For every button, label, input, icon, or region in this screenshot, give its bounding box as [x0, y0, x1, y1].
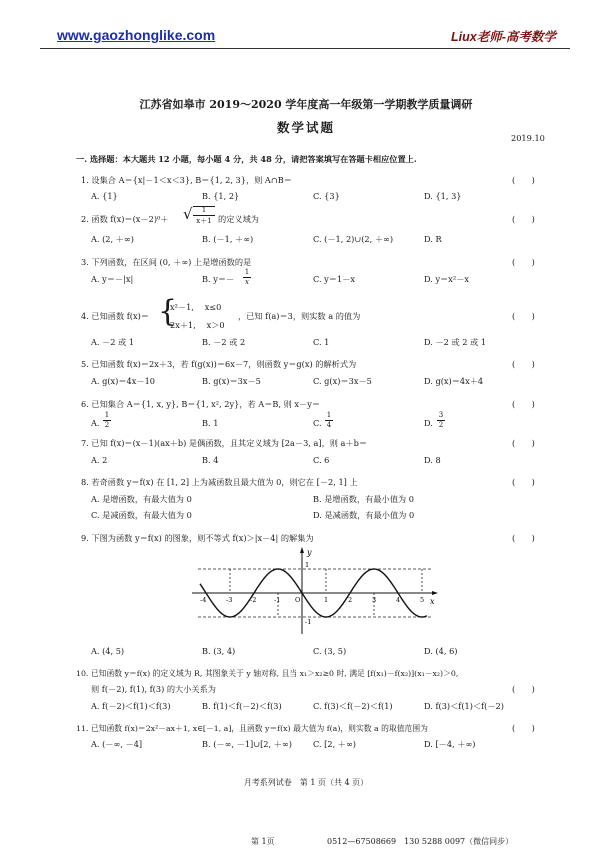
q5-option-d: D. g(x)＝4x＋4 [424, 376, 484, 386]
x-tick-label: 2 [348, 596, 353, 604]
q10-stem-line1: 10. 已知函数 y＝f(x) 的定义域为 R, 其图象关于 y 轴对称, 且当 x₁＞x₂≥0 时, 满足 [f(x₁)－f(x₂)](x₁－x₂)＞0, [76, 669, 459, 678]
exam-date: 2019.10 [511, 133, 545, 143]
q6-option-d-prefix: D. [424, 418, 433, 428]
y-axis-label: y [307, 548, 312, 557]
q8-option-a: A. 是增函数，有最大值为 0 [91, 494, 192, 504]
origin-label: O [295, 596, 301, 604]
q9-stem: 9. 下图为函数 y＝f(x) 的图象，则不等式 f(x)＞|x－4| 的解集为 [81, 533, 314, 543]
q8-stem: 8. 若奇函数 y＝f(x) 在 [1, 2] 上为减函数且最大值为 0，则它在 [－2, 1] 上 [81, 477, 358, 487]
q2-option-a: A. (2, ＋∞) [91, 234, 134, 244]
q6-a-numerator: 1 [104, 411, 110, 419]
q6-option-c-prefix: C. [313, 418, 322, 428]
q5-answer-paren[interactable]: ( ) [512, 359, 535, 369]
x-tick-label: -2 [250, 596, 257, 604]
q10-answer-paren[interactable]: ( ) [512, 684, 535, 694]
q2-stem-prefix: 2. 函数 f(x)＝(x－2)⁰＋ [81, 214, 169, 224]
q3-option-a: A. y＝－|x| [91, 274, 134, 284]
q11-option-c: C. [2, ＋∞) [313, 739, 356, 749]
q9-answer-paren[interactable]: ( ) [512, 533, 535, 543]
q4-case-1: x²－1, x≤0 [170, 302, 222, 312]
x-tick-label: -3 [226, 596, 233, 604]
q11-option-b: B. (－∞, －1]∪[2, ＋∞) [202, 739, 292, 749]
sqrt-icon: √ [183, 205, 193, 223]
q5-option-c: C. g(x)＝3x－5 [313, 376, 372, 386]
site-url-link[interactable]: www.gaozhonglike.com [57, 27, 216, 43]
x-tick-label: -4 [200, 596, 207, 604]
q7-option-a: A. 2 [91, 455, 108, 465]
q9-option-d: D. (4, 6) [424, 646, 458, 656]
q2-stem-suffix: 的定义域为 [218, 214, 259, 224]
q2-option-b: B. (－1, ＋∞) [202, 234, 254, 244]
q3-option-c: C. y＝1－x [313, 274, 356, 284]
q2-answer-paren[interactable]: ( ) [512, 214, 535, 224]
sine-graph [188, 544, 442, 636]
q6-c-numerator: 1 [326, 411, 332, 419]
q10-stem-line2: 则 f(－2), f(1), f(3) 的大小关系为 [91, 684, 216, 694]
q3-answer-paren[interactable]: ( ) [512, 257, 535, 267]
q3-option-d: D. y＝x²－x [424, 274, 469, 284]
q6-answer-paren[interactable]: ( ) [512, 399, 535, 409]
q4-stem-suffix: ，已知 f(a)＝3，则实数 a 的值为 [238, 311, 361, 321]
contact-phones: 0512—67508669 130 5288 0097（微信同步） [327, 837, 514, 846]
q8-option-b: B. 是增函数，有最小值为 0 [313, 494, 414, 504]
exam-subtitle: 数学试题 [276, 120, 335, 135]
q2-sqrt-denominator: x＋1 [196, 217, 212, 225]
x-tick-label: 1 [324, 596, 329, 604]
header-divider [40, 48, 570, 49]
q3-b-numerator: 1 [244, 268, 250, 276]
q10-option-b: B. f(1)＜f(－2)＜f(3) [202, 701, 282, 711]
q7-option-b: B. 4 [202, 455, 219, 465]
q11-option-a: A. (－∞, －4] [91, 739, 143, 749]
q8-option-c: C. 是减函数，有最大值为 0 [91, 510, 192, 520]
q4-stem-prefix: 4. 已知函数 f(x)＝ [81, 311, 149, 321]
q3-stem: 3. 下列函数，在区间 (0, ＋∞) 上是增函数的是 [81, 257, 252, 267]
q3-b-denominator: x [245, 278, 249, 286]
q7-stem: 7. 已知 f(x)＝(x－1)(ax＋b) 是偶函数，且其定义域为 [2a－3, a]，则 a＋b＝ [81, 438, 368, 448]
q11-answer-paren[interactable]: ( ) [512, 723, 535, 733]
series-page-label: 月考系列试卷 第 1 页（共 4 页） [243, 778, 369, 787]
q10-option-c: C. f(3)＜f(－2)＜f(1) [313, 701, 393, 711]
q6-d-numerator: 3 [438, 411, 444, 419]
brace-icon: { [158, 294, 178, 329]
x-tick-label: -1 [274, 596, 281, 604]
q11-option-d: D. [－4, ＋∞) [424, 739, 476, 749]
q4-answer-paren[interactable]: ( ) [512, 311, 535, 321]
q5-stem: 5. 已知函数 f(x)＝2x＋3，若 f(g(x))＝6x－7，则函数 y＝g(x) 的解析式为 [81, 359, 357, 369]
exam-title: 江苏省如皋市 2019～2020 学年度高一年级第一学期教学质量调研 [139, 98, 473, 111]
x-axis-arrow-icon [432, 591, 438, 595]
q7-answer-paren[interactable]: ( ) [512, 438, 535, 448]
brand-label: Liux老师-高考数学 [451, 30, 556, 44]
q11-stem: 11. 已知函数 f(x)＝2x²－ax＋1, x∈[－1, a]，且函数 y＝f(x) 最大值为 f(a)，则实数 a 的取值范围为 [76, 724, 428, 733]
q2-sqrt-numerator: 1 [201, 206, 207, 214]
q6-option-b: B. 1 [202, 418, 219, 428]
q1-answer-paren[interactable]: ( ) [512, 175, 535, 185]
q6-option-a-prefix: A. [91, 418, 100, 428]
y-axis-arrow-icon [300, 547, 304, 553]
q4-option-c: C. 1 [313, 337, 330, 347]
q4-case-2: 2x＋1, x＞0 [170, 320, 225, 330]
q4-option-b: B. －2 或 2 [202, 337, 246, 347]
q8-option-d: D. 是减函数，有最小值为 0 [313, 510, 415, 520]
x-axis-label: x [430, 597, 435, 606]
q9-option-c: C. (3, 5) [313, 646, 347, 656]
x-tick-label: 5 [420, 596, 425, 604]
section-heading: 一. 选择题：本大题共 12 小题，每小题 4 分，共 48 分，请把答案填写在答题卡相应位置上. [76, 154, 417, 164]
q7-option-c: C. 6 [313, 455, 330, 465]
q7-option-d: D. 8 [424, 455, 441, 465]
q4-option-a: A. －2 或 1 [91, 337, 135, 347]
x-tick-label: 4 [396, 596, 401, 604]
q2-option-d: D. R [424, 234, 442, 244]
page-number: 第 1页 [251, 837, 275, 846]
q1-option-c: C. {3} [313, 191, 340, 201]
q1-option-a: A. {1} [91, 191, 118, 201]
q6-a-denominator: 2 [104, 421, 110, 429]
q6-stem: 6. 已知集合 A＝{1, x, y}, B＝{1, x², 2y}，若 A＝B, 则 x－y＝ [81, 399, 321, 409]
q3-option-b-prefix: B. y＝－ [202, 274, 235, 284]
q6-d-denominator: 2 [438, 421, 444, 429]
q10-option-a: A. f(－2)＜f(1)＜f(3) [91, 701, 171, 711]
x-tick-label: 3 [372, 596, 377, 604]
q4-option-d: D. －2 或 2 或 1 [424, 337, 487, 347]
q10-option-d: D. f(3)＜f(1)＜f(－2) [424, 701, 504, 711]
q9-option-b: B. (3, 4) [202, 646, 236, 656]
q1-stem: 1. 设集合 A＝{x|－1＜x＜3}, B＝{1, 2, 3}，则 A∩B＝ [81, 175, 292, 185]
q5-option-b: B. g(x)＝3x－5 [202, 376, 261, 386]
q1-option-d: D. {1, 3} [424, 191, 462, 201]
q6-c-denominator: 4 [326, 421, 332, 429]
q5-option-a: A. g(x)＝4x－10 [91, 376, 155, 386]
q9-option-a: A. (4, 5) [91, 646, 125, 656]
q8-answer-paren[interactable]: ( ) [512, 477, 535, 487]
q1-option-b: B. {1, 2} [202, 191, 240, 201]
q2-option-c: C. (－1, 2)∪(2, ＋∞) [313, 234, 394, 244]
y-tick-label: 1 [305, 561, 310, 569]
y-tick-label: -1 [305, 618, 312, 626]
